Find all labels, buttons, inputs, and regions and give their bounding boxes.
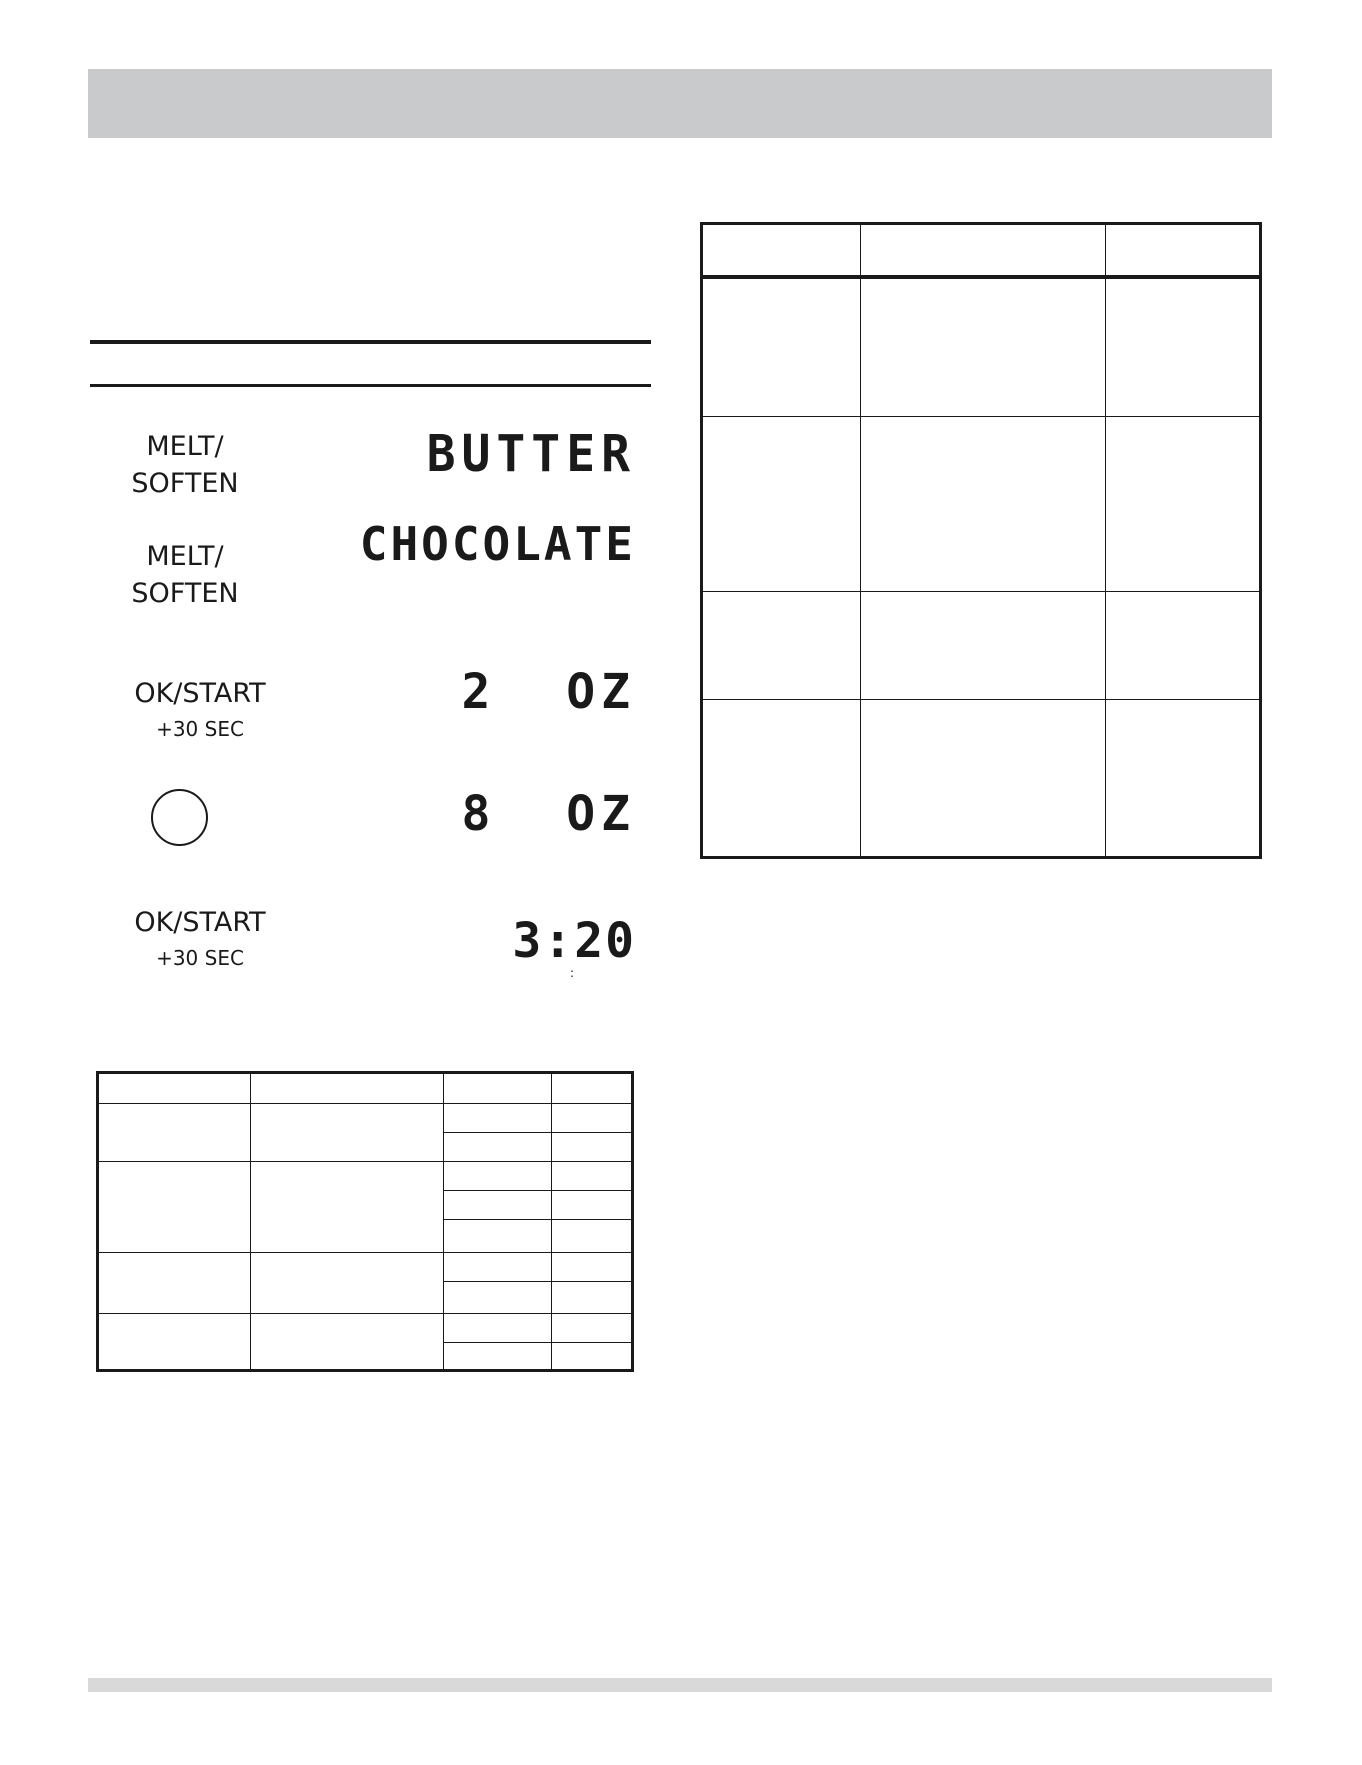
table-cell (861, 277, 1106, 417)
table-cell (551, 1343, 632, 1371)
table-cell (551, 1314, 632, 1343)
display-butter: BUTTER (426, 424, 636, 484)
table-cell (702, 700, 861, 858)
table-cell (1105, 417, 1260, 592)
ok-start-button[interactable] (110, 675, 290, 742)
table-cell (551, 1133, 632, 1162)
table-cell (702, 592, 861, 700)
table-cell (250, 1253, 443, 1314)
table-cell (1105, 224, 1260, 277)
table-cell (861, 417, 1106, 592)
table-cell (98, 1253, 251, 1314)
header-bar (88, 69, 1272, 138)
melt-soften-button[interactable] (110, 428, 260, 502)
table-cell (702, 224, 861, 277)
procedure-bottom-rule (90, 384, 651, 387)
table-cell (443, 1314, 551, 1343)
table-row (702, 277, 1261, 417)
table-cell (443, 1343, 551, 1371)
ok-start-label: OK/START (134, 678, 266, 709)
table-cell (551, 1073, 632, 1104)
table-cell (1105, 277, 1260, 417)
display-time-note: : (570, 966, 575, 980)
table-cell (551, 1253, 632, 1282)
soften-chart (700, 222, 1262, 859)
dial-knob[interactable] (151, 789, 208, 846)
table-cell (1105, 592, 1260, 700)
table-row (98, 1314, 633, 1343)
melt-soften-label: MELT/ SOFTEN (131, 541, 239, 609)
table-cell (1105, 700, 1260, 858)
melt-chart (96, 1071, 634, 1372)
table-row (98, 1253, 633, 1282)
procedure-top-rule (90, 340, 651, 344)
table-row (702, 417, 1261, 592)
table-row (98, 1162, 633, 1191)
table-cell (443, 1282, 551, 1314)
table-cell (443, 1133, 551, 1162)
table-cell (861, 592, 1106, 700)
table-cell (443, 1253, 551, 1282)
table-cell (551, 1191, 632, 1220)
melt-soften-button[interactable] (110, 538, 260, 612)
table-cell (250, 1162, 443, 1253)
footer-bar (88, 1678, 1272, 1692)
table-cell (443, 1162, 551, 1191)
table-row (702, 700, 1261, 858)
table-cell (443, 1104, 551, 1133)
table-cell (443, 1191, 551, 1220)
table-row (702, 592, 1261, 700)
table-cell (861, 700, 1106, 858)
ok-start-label: OK/START (134, 907, 266, 938)
table-cell (551, 1162, 632, 1191)
table-cell (250, 1314, 443, 1371)
table-cell (551, 1220, 632, 1253)
table-cell (702, 277, 861, 417)
melt-soften-label: MELT/ SOFTEN (131, 431, 239, 499)
table-cell (861, 224, 1106, 277)
display-8-oz: 8 OZ (461, 786, 636, 842)
display-chocolate: CHOCOLATE (359, 517, 636, 571)
table-row (702, 224, 1261, 277)
table-cell (702, 417, 861, 592)
table-cell (98, 1162, 251, 1253)
table-cell (98, 1104, 251, 1162)
table-cell (250, 1104, 443, 1162)
table-cell (443, 1220, 551, 1253)
table-cell (250, 1073, 443, 1104)
plus-30-sec-label: +30 SEC (156, 717, 244, 741)
table-cell (443, 1073, 551, 1104)
table-cell (98, 1073, 251, 1104)
table-cell (98, 1314, 251, 1371)
table-cell (551, 1282, 632, 1314)
table-row (98, 1104, 633, 1133)
plus-30-sec-label: +30 SEC (156, 946, 244, 970)
display-2-oz: 2 OZ (461, 664, 636, 720)
ok-start-button[interactable] (110, 904, 290, 971)
table-row (98, 1073, 633, 1104)
table-cell (551, 1104, 632, 1133)
display-time: 3:20 (512, 913, 636, 969)
